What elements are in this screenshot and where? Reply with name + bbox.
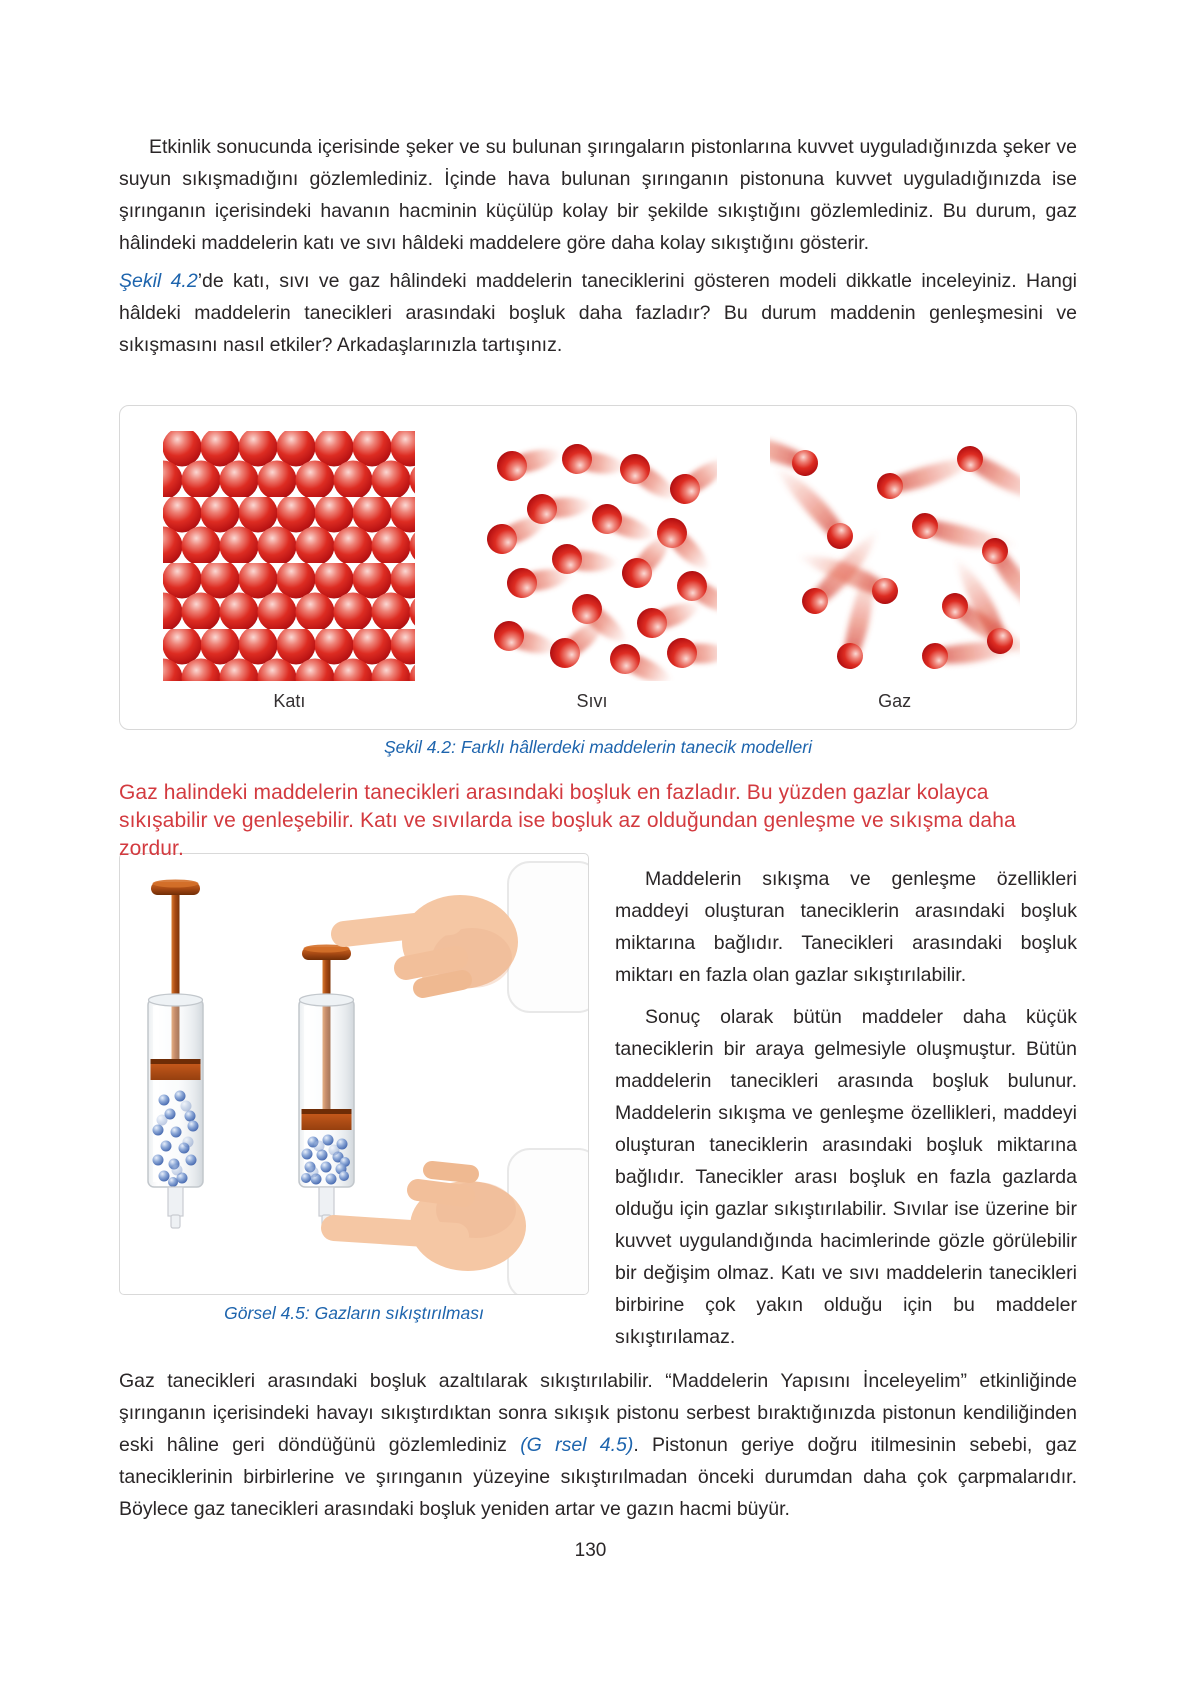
liquid-model — [441, 431, 744, 711]
scattered-spheres-with-long-trails-icon — [770, 431, 1020, 681]
right-syringe — [299, 945, 354, 1229]
column-paragraph-1: Maddelerin sıkışma ve genleşme özellikleri maddeyi oluşturan taneciklerin arasındaki boşluk miktarına bağlıdır. Tanecikleri arasındaki boşluk miktarı en fazla olan gazlar sıkıştırılabilir. — [615, 868, 1077, 986]
figure-4-5-caption: Görsel 4.5: Gazların sıkıştırılması — [224, 1303, 484, 1323]
two-syringes-compression-icon — [120, 854, 588, 1294]
intro-paragraph-2 — [119, 265, 1077, 361]
intro-paragraph-2-text: ’de katı, sıvı ve gaz hâlindeki maddelerin taneciklerini gösteren modeli dikkatle inceleyiniz. Hangi hâldeki maddelerin tanecikleri arasındaki boşluk daha fazladır? Bu durum maddenin genleşmesini ve sıkışmasını nasıl etkiler? Arkadaşlarınızla tartışınız. — [119, 270, 1077, 356]
top-sleeve — [508, 862, 588, 1012]
page-number: 130 — [574, 1540, 607, 1561]
lower-section — [119, 863, 1077, 1525]
left-syringe — [148, 880, 203, 1229]
bottom-hand — [334, 1149, 588, 1294]
gorsel-4-5-reference: (G rsel 4.5) — [520, 1434, 634, 1456]
figure-4-2-caption: Şekil 4.2: Farklı hâllerdeki maddelerin tanecik modelleri — [384, 737, 812, 757]
top-hand — [344, 862, 588, 1012]
column-paragraph-2: Sonuç olarak bütün maddeler daha küçük taneciklerin bir araya gelmesiyle oluşmuştur. Bütün maddelerin tanecikleri arasında boşluk bulunur. Maddelerin sıkışma ve genleşme özellikleri, maddeyi oluşturan taneciklerin arasındaki boşluk miktarına bağlıdır. Tanecikler arası boşluk en fazla gazlarda olduğu için gazlar sıkıştırılabilir. Sıvılar ise üzerine bir kuvvet uygulandığında hacimlerinde gözle görülebilir bir değişim olmaz. Katı ve sıvı maddelerin tanecikleri birbirine çok yakın olduğu için bu maddeler sıkıştırılamaz. — [615, 1006, 1077, 1348]
bottom-paragraph — [119, 1365, 1077, 1525]
syringe-image-box — [119, 853, 589, 1295]
figure-syringes — [119, 853, 589, 1323]
top-index-finger — [344, 922, 450, 934]
gas-label: Gaz — [878, 691, 912, 711]
gas-model — [743, 431, 1046, 711]
right-nozzle — [319, 1187, 334, 1216]
figure-4-2-reference: Şekil 4.2 — [119, 270, 198, 292]
left-nozzle — [168, 1187, 183, 1216]
bottom-paragraph-text-1: Gaz tanecikleri arasındaki boşluk azaltılarak sıkıştırılabilir. “Maddelerin Yapısını İnceleyelim” etkinliğinde şırınganın içerisindeki havayı sıkıştırdıktan sonra sıkışık pistonu serbest bıraktığınızda pistonun kendiliğinden eski hâline geri döndüğünü gözlemlediniz — [119, 1370, 1077, 1456]
solid-model — [138, 431, 441, 711]
teacher-note-red: Gaz halindeki maddelerin tanecikleri arasındaki boşluk en fazladır. Bu yüzden gazlar kolayca sıkışabilir ve genleşebilir. Katı ve sıvılarda ise boşluk az olduğundan genleşme ve sıkışma daha zordur. — [119, 781, 1016, 860]
intro-paragraph-1: Etkinlik sonucunda içerisinde şeker ve su bulunan şırıngaların pistonlarına kuvvet uyguladığınızda şeker ve suyun sıkışmadığını gözlemlediniz. İçinde hava bulunan şırınganın pistonuna kuvvet uyguladığınızda ise şırınganın içerisindeki havanın hacminin küçülüp kolay bir şekilde sıkıştığını gözlemlediniz. Bu durum, gaz hâlindeki maddelerin katı ve sıvı hâldeki maddelere göre daha kolay sıkıştığını gösterir. — [119, 136, 1077, 254]
liquid-label: Sıvı — [576, 691, 608, 711]
packed-spheres-icon — [163, 431, 415, 681]
figure-particle-models — [119, 405, 1077, 757]
solid-label: Katı — [273, 691, 306, 711]
bottom-index-finger — [334, 1228, 456, 1236]
particle-models-box — [119, 405, 1077, 730]
bottom-paragraph-text-2: . Pistonun geriye doğru itilmesinin sebebi, gaz taneciklerinin birbirlerine ve şırınganın yüzeyine sıkıştırılmadan önceki durumdan daha çok çarpmalarıdır. Böylece gaz tanecikleri arasındaki boşluk yeniden artar ve gazın hacmi büyür. — [119, 1434, 1077, 1520]
loose-spheres-with-trails-icon — [467, 431, 717, 681]
